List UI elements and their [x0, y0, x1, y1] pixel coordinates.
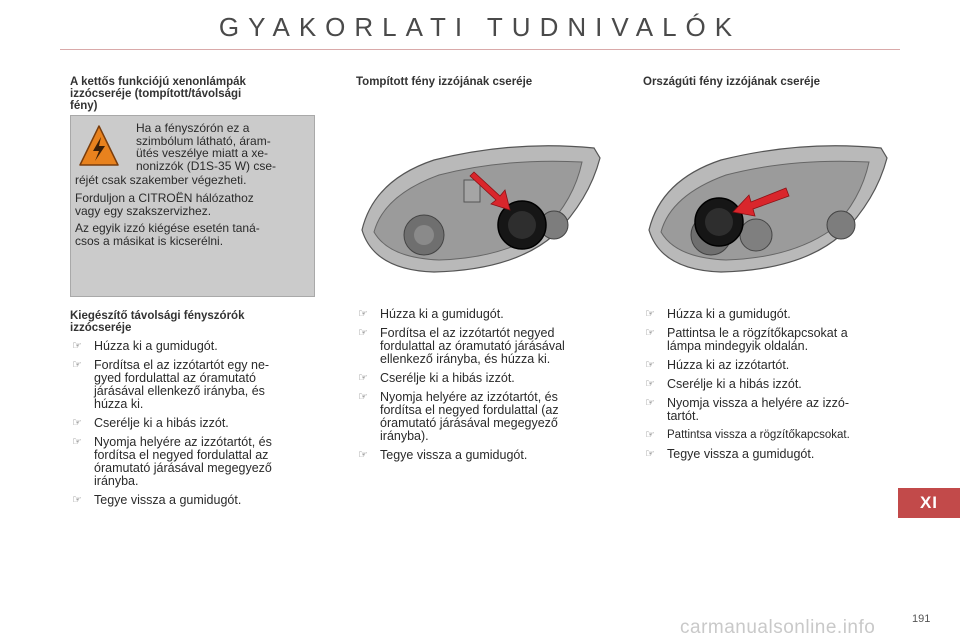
step-line: Cserélje ki a hibás izzót. [380, 371, 515, 385]
pointing-hand-icon: ☞ [72, 436, 82, 448]
list-item [643, 448, 899, 461]
step-line: ellenkező irányba, és húzza ki. [380, 352, 551, 366]
xenon-heading [70, 76, 246, 112]
high-beam-steps [643, 308, 899, 467]
step-line: Cserélje ki a hibás izzót. [94, 416, 229, 430]
step-line: Nyomja vissza a helyére az izzó- [667, 396, 850, 410]
pointing-hand-icon: ☞ [358, 449, 368, 461]
list-item [70, 436, 318, 488]
low-beam-heading: Tompított fény izzójának cseréje [356, 76, 533, 88]
warning-line: Ha a fényszórón ez a [136, 121, 250, 135]
list-item [356, 308, 606, 321]
pointing-hand-icon: ☞ [645, 327, 655, 339]
step-line: Húzza ki a gumidugót. [667, 307, 791, 321]
headlamp-low-beam-illustration [354, 140, 604, 275]
list-item [356, 327, 606, 366]
step-line: Pattintsa le a rögzítőkapcsokat a [667, 326, 848, 340]
step-line: Húzza ki a gumidugót. [94, 339, 218, 353]
pointing-hand-icon: ☞ [645, 359, 655, 371]
warning-text [136, 122, 310, 172]
warning-line: nonizzók (D1S-35 W) cse- [136, 158, 277, 173]
list-item [356, 372, 606, 385]
step-line: húzza ki. [94, 397, 144, 411]
step-line: fordulattal az óramutató járásával [380, 339, 565, 353]
list-item [643, 397, 899, 423]
warning-text-tail: réjét csak szakember végezheti. [75, 173, 247, 187]
high-voltage-warning-icon [78, 124, 120, 168]
step-line: Húzza ki a gumidugót. [380, 307, 504, 321]
step-line: Nyomja helyére az izzótartót, és [380, 390, 558, 404]
paragraph-line: Az egyik izzó kiégése esetén taná- [75, 221, 260, 235]
pointing-hand-icon: ☞ [72, 417, 82, 429]
step-line: Tegye vissza a gumidugót. [380, 448, 528, 462]
heading-line: fény) [70, 100, 98, 112]
heading-line: Kiegészítő távolsági fényszórók [70, 310, 245, 322]
step-line: Fordítsa el az izzótartót negyed [380, 326, 555, 340]
page-number: 191 [912, 613, 931, 625]
list-item [643, 308, 899, 321]
pointing-hand-icon: ☞ [645, 429, 655, 441]
step-line: fordítsa el negyed fordulattal az [94, 448, 269, 462]
list-item [70, 340, 318, 353]
step-line: fordítsa el negyed fordulattal (az [380, 403, 559, 417]
step-line: tartót. [667, 409, 699, 423]
warning-line: szimbólum látható, áram- [136, 133, 271, 148]
pointing-hand-icon: ☞ [645, 448, 655, 460]
list-item [643, 359, 899, 372]
step-line: óramutató járásával megegyező [380, 416, 558, 430]
pointing-hand-icon: ☞ [358, 327, 368, 339]
step-line: Tegye vissza a gumidugót. [667, 447, 815, 461]
heading-line: izzócseréje (tompított/távolsági [70, 88, 242, 100]
list-item [356, 449, 606, 462]
list-item [643, 429, 899, 442]
step-line: Fordítsa el az izzótartót egy ne- [94, 358, 270, 372]
extra-high-beam-steps [70, 340, 318, 513]
paragraph-line: csos a másikat is kicserélni. [75, 233, 224, 248]
extra-high-beam-heading [70, 310, 244, 334]
heading-line: A kettős funkciójú xenonlámpák [70, 76, 246, 88]
paragraph-line: vagy egy szakszervizhez. [75, 203, 212, 218]
replace-both-text [75, 222, 311, 247]
pointing-hand-icon: ☞ [645, 397, 655, 409]
high-beam-heading: Országúti fény izzójának cseréje [643, 76, 821, 88]
step-line: gyed fordulattal az óramutató [94, 371, 256, 385]
step-line: Cserélje ki a hibás izzót. [667, 377, 802, 391]
pointing-hand-icon: ☞ [358, 391, 368, 403]
chapter-tab: XI [898, 488, 960, 518]
step-line: óramutató járásával megegyező [94, 461, 272, 475]
page-title: GYAKORLATI TUDNIVALÓK [218, 12, 742, 42]
watermark: carmanualsonline.info [680, 617, 876, 638]
step-line: Nyomja helyére az izzótartót, és [94, 435, 272, 449]
list-item [70, 359, 318, 411]
step-line: járásával ellenkező irányba, és [94, 384, 265, 398]
pointing-hand-icon: ☞ [358, 372, 368, 384]
citroen-network-text [75, 192, 311, 217]
list-item [70, 417, 318, 430]
step-line: Pattintsa vissza a rögzítőkapcsokat. [667, 429, 850, 441]
pointing-hand-icon: ☞ [645, 378, 655, 390]
title-divider [60, 49, 900, 50]
pointing-hand-icon: ☞ [72, 340, 82, 352]
step-line: irányba). [380, 429, 429, 443]
list-item [643, 327, 899, 353]
list-item [356, 391, 606, 443]
paragraph-line: Forduljon a CITROËN hálózathoz [75, 191, 254, 205]
pointing-hand-icon: ☞ [72, 494, 82, 506]
step-line: Tegye vissza a gumidugót. [94, 493, 242, 507]
list-item [643, 378, 899, 391]
step-line: irányba. [94, 474, 139, 488]
list-item [70, 494, 318, 507]
pointing-hand-icon: ☞ [358, 308, 368, 320]
step-line: Húzza ki az izzótartót. [667, 358, 790, 372]
low-beam-steps [356, 308, 606, 468]
headlamp-high-beam-illustration [641, 140, 891, 275]
warning-line: ütés veszélye miatt a xe- [136, 146, 269, 160]
step-line: lámpa mindegyik oldalán. [667, 339, 809, 353]
pointing-hand-icon: ☞ [645, 308, 655, 320]
pointing-hand-icon: ☞ [72, 359, 82, 371]
heading-line: izzócseréje [70, 322, 132, 334]
